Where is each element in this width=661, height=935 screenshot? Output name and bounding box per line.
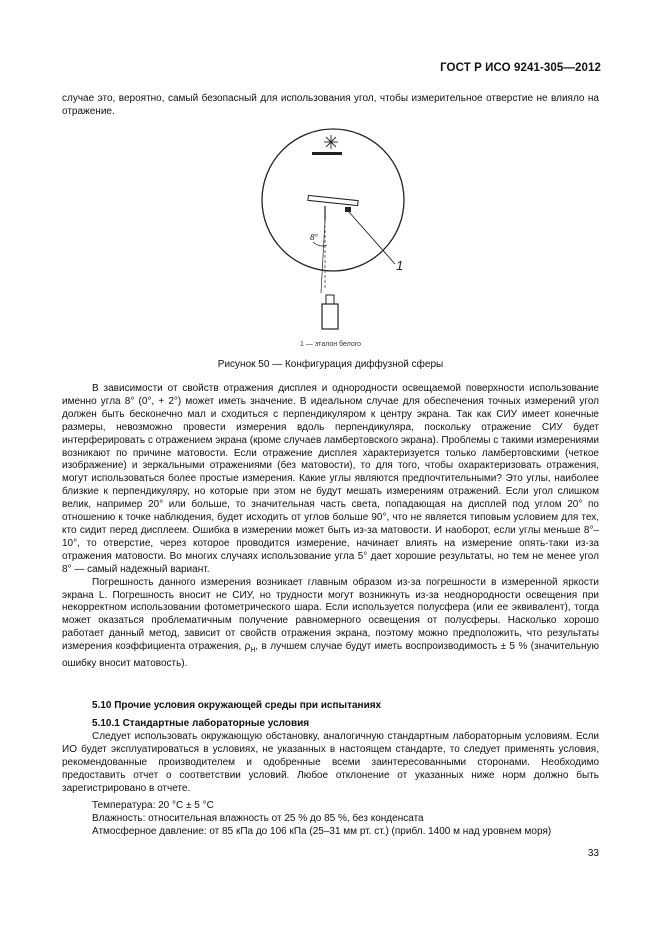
intro-text: случае это, вероятно, самый безопасный для использования угол, чтобы измерительное отверстие не влияло на отражение. xyxy=(62,93,599,117)
baffle xyxy=(312,152,342,155)
light-source-icon xyxy=(324,135,338,149)
white-standard xyxy=(345,207,351,212)
section-text: Следует использовать окружающую обстановку, аналогичную стандартным лабораторным условиям. Если ИО будет эксплуатироваться в условиях, не указанных в настоящем стандарте, то следует применять условия, рекомендованные производителем и одобренные всеми заинтересованными сторонами. Необходимо предоставить отчет о соответствии условий. Любое отклонение от указанных ниже норм должно быть зарегистрировано в отчете. xyxy=(62,731,599,794)
standard-number: ГОСТ Р ИСО 9241-305—2012 xyxy=(440,62,601,74)
humidity-line: Влажность: относительная влажность от 25 % до 85 %, без конденсата xyxy=(92,813,424,824)
section-heading: 5.10 Прочие условия окружающей среды при испытаниях xyxy=(92,700,382,711)
intro-paragraph xyxy=(62,93,599,119)
callout-label: 1 xyxy=(396,258,404,273)
angle-label: 8° xyxy=(310,233,318,242)
figure-legend: 1 — эталон белого xyxy=(299,341,362,348)
diffuse-sphere-figure xyxy=(253,128,413,338)
page-number: 33 xyxy=(587,848,599,859)
figure-caption: Рисунок 50 — Конфигурация диффузной сферы xyxy=(217,359,444,370)
view-line xyxy=(321,220,325,293)
callout-line xyxy=(349,212,395,264)
paragraph-1: В зависимости от свойств отражения дисплея и однородности освещаемой поверхности использование именно угла 8° (0°, + 2°) может иметь значение. В идеальном случае для обеспечения точных измерений угол должен быть бесконечно мал и сходиться с перпендикуляром к центру экрана. Так как СИУ имеет конечные размеры, невозможно провести измерения вдоль перпендикуляра, поскольку отражение СИУ будет интерферировать с отражением экрана (кроме случаев ламбертовского экрана). Проблемы с такими измерениями возникают по причине матовости. Если отражение дисплея характеризуется только ламбертовскими (четкое изображение) и зеркальными отражениями (без матовости), то для того, чтобы охарактеризовать отражения, могут использоваться более простые измерения. Какие углы являются предпочтительными? Это углы, наиболее близкие к перпендикуляру, но которые при этом не будут мешать измерениям отражений. Если угол слишком велик, например 20° или больше, то значительная часть света, попадающая на дисплей под углом 20° по отношению к точке наблюдения, будет исходить от углов больше 90°, что не является типовым условием для тех, кто сидит перед дисплеем. Ошибка в измерении может быть из-за матовости. И наоборот, если углы меньше 8°–10°, то отверстие, через которое проводится измерение, начинает влиять на измерение опять-таки из-за отражения матовости. Во многих случаях использование угла 5° дает хорошие результаты, но тем не менее угол 8° — самый надежный вариант. xyxy=(62,383,599,575)
temperature-line: Температура: 20 °C ± 5 °C xyxy=(92,800,214,811)
paragraph-2 xyxy=(62,577,599,671)
display-sample xyxy=(308,195,358,205)
subsection-heading: 5.10.1 Стандартные лабораторные условия xyxy=(92,718,310,729)
body-text xyxy=(62,383,599,671)
detector-body xyxy=(322,304,338,329)
rho-subscript: H xyxy=(250,647,256,655)
pressure-line: Атмосферное давление: от 85 кПа до 106 кПа (25–31 мм рт. ст.) (прибл. 1400 м над уровнем моря) xyxy=(92,826,552,837)
paragraph-2-end: , в лучшем случае будут иметь воспроизводимость ± 5 % (значительную ошибку вносит матовость). xyxy=(62,641,599,670)
detector-lens xyxy=(326,295,334,304)
section-paragraph xyxy=(62,731,599,796)
paragraph-2-start: Погрешность данного измерения возникает главным образом из-за погрешности в измеренной яркости экрана L. Погрешность вносит не СИУ, но трудности могут возникнуть из-за неоднородности освещения при некорректном использовании фотометрического шара. Если используется полусфера (или ее эквивалент), тогда может оказаться проблематичным получение равномерного освещения от полусферы. Насколько хорошо работает данный метод, зависит от свойств отражения экрана, поэтому можно предположить, что результаты измерения коэффициента отражения, ρ xyxy=(62,576,599,653)
